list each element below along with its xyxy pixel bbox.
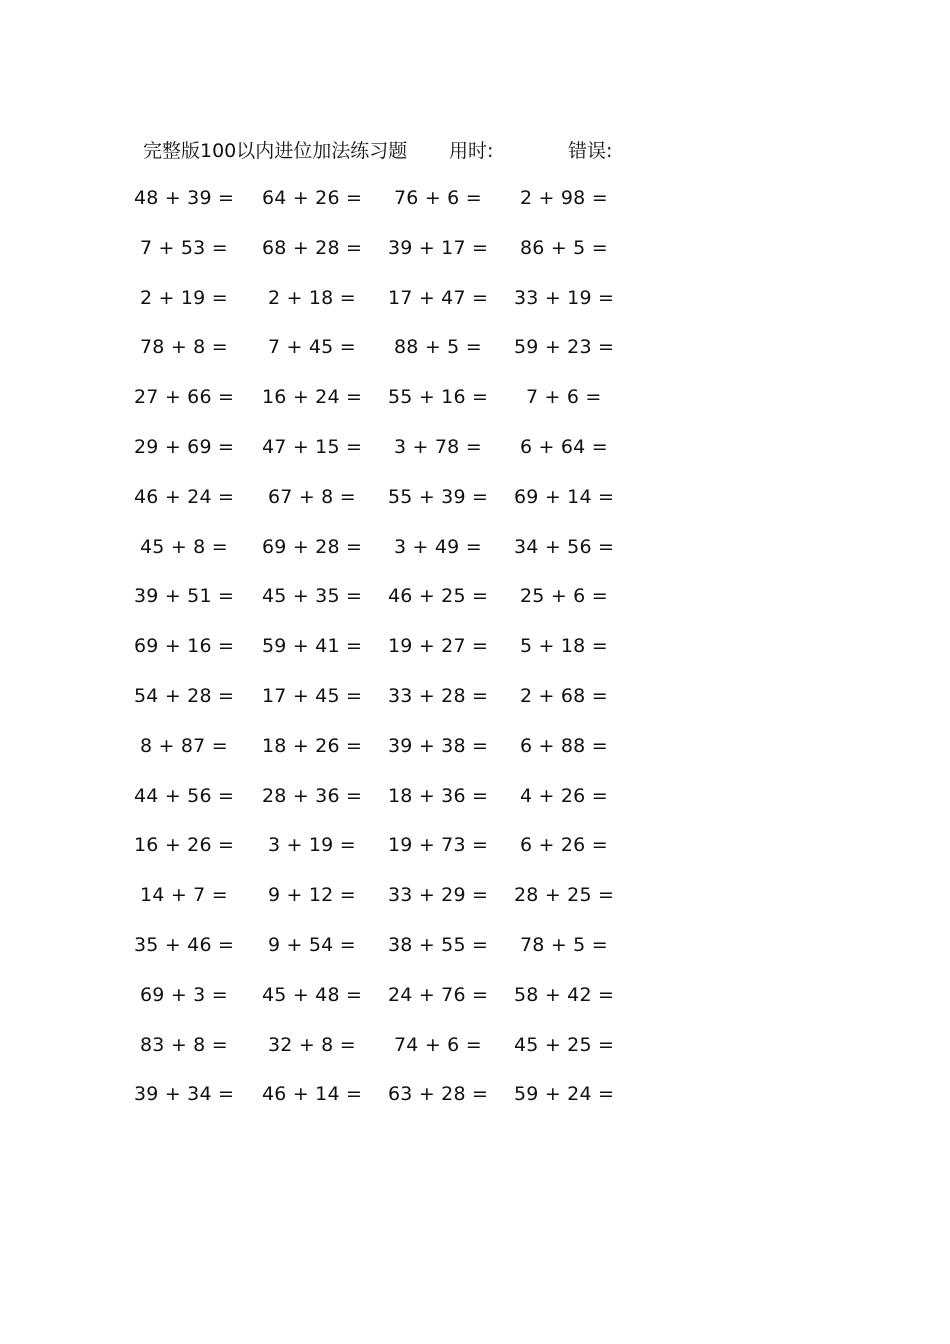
problem-cell: 59 + 41 =: [262, 635, 363, 658]
errors-label: 错误:: [568, 140, 613, 162]
problem-row: [0, 486, 950, 516]
problem-row: [0, 436, 950, 466]
problem-cell: 27 + 66 =: [134, 386, 235, 409]
problem-cell: 83 + 8 =: [140, 1033, 228, 1056]
problem-cell: 69 + 16 =: [134, 635, 235, 658]
problem-cell: 45 + 8 =: [140, 535, 228, 558]
problem-cell: 69 + 28 =: [262, 535, 363, 558]
problem-cell: 44 + 56 =: [134, 784, 235, 807]
problem-row: [0, 984, 950, 1014]
problem-cell: 54 + 28 =: [134, 685, 235, 707]
problem-cell: 16 + 24 =: [262, 386, 363, 409]
problem-cell: 45 + 35 =: [262, 585, 363, 608]
problem-row: [0, 685, 950, 715]
problem-cell: 55 + 39 =: [388, 485, 489, 508]
problem-row: [0, 834, 950, 864]
problem-cell: 78 + 8 =: [140, 336, 228, 359]
problem-cell: 7 + 45 =: [268, 336, 356, 359]
problem-cell: 7 + 6 =: [526, 386, 602, 409]
problem-cell: 28 + 25 =: [514, 884, 615, 907]
problem-cell: 3 + 78 =: [394, 436, 482, 458]
problem-cell: 6 + 88 =: [520, 734, 608, 757]
problem-cell: 69 + 3 =: [140, 983, 228, 1006]
problem-row: [0, 536, 950, 566]
problem-cell: 6 + 26 =: [520, 834, 608, 857]
problem-cell: 63 + 28 =: [388, 1083, 489, 1106]
problem-cell: 8 + 87 =: [140, 734, 228, 757]
problem-row: [0, 735, 950, 765]
problem-cell: 3 + 19 =: [268, 834, 356, 857]
problem-cell: 4 + 26 =: [520, 784, 608, 807]
problem-cell: 69 + 14 =: [514, 485, 615, 508]
problem-cell: 59 + 23 =: [514, 336, 615, 359]
problem-cell: 32 + 8 =: [268, 1033, 356, 1056]
problem-cell: 46 + 14 =: [262, 1083, 363, 1106]
problem-cell: 39 + 51 =: [134, 585, 235, 608]
problem-cell: 9 + 12 =: [268, 884, 356, 907]
problem-cell: 24 + 76 =: [388, 983, 489, 1006]
problem-row: [0, 386, 950, 416]
problem-cell: 19 + 73 =: [388, 834, 489, 857]
problem-cell: 38 + 55 =: [388, 934, 489, 956]
problem-row: [0, 1034, 950, 1064]
problem-cell: 46 + 24 =: [134, 485, 235, 508]
problem-row: [0, 287, 950, 317]
problem-cell: 18 + 26 =: [262, 734, 363, 757]
problem-cell: 25 + 6 =: [520, 585, 608, 608]
problem-cell: 35 + 46 =: [134, 934, 235, 956]
problem-cell: 45 + 48 =: [262, 983, 363, 1006]
problem-cell: 16 + 26 =: [134, 834, 235, 857]
problem-cell: 18 + 36 =: [388, 784, 489, 807]
problem-cell: 39 + 38 =: [388, 734, 489, 757]
problem-cell: 68 + 28 =: [262, 236, 363, 259]
problem-cell: 2 + 18 =: [268, 286, 356, 309]
problem-row: [0, 934, 950, 964]
problem-cell: 39 + 34 =: [134, 1083, 235, 1106]
problem-cell: 39 + 17 =: [388, 236, 489, 259]
problem-row: [0, 237, 950, 267]
problem-row: [0, 336, 950, 366]
problem-cell: 33 + 19 =: [514, 286, 615, 309]
problem-cell: 14 + 7 =: [140, 884, 228, 907]
problem-cell: 46 + 25 =: [388, 585, 489, 608]
problem-cell: 47 + 15 =: [262, 436, 363, 458]
problem-row: [0, 785, 950, 815]
problem-cell: 34 + 56 =: [514, 535, 615, 558]
problem-cell: 17 + 45 =: [262, 685, 363, 707]
problem-cell: 59 + 24 =: [514, 1083, 615, 1106]
problem-cell: 29 + 69 =: [134, 436, 235, 458]
problem-cell: 33 + 28 =: [388, 685, 489, 707]
problem-cell: 58 + 42 =: [514, 983, 615, 1006]
problem-cell: 78 + 5 =: [520, 934, 608, 956]
problem-cell: 28 + 36 =: [262, 784, 363, 807]
problem-cell: 33 + 29 =: [388, 884, 489, 907]
problem-cell: 76 + 6 =: [394, 187, 482, 209]
problem-cell: 67 + 8 =: [268, 485, 356, 508]
problem-cell: 2 + 19 =: [140, 286, 228, 309]
problem-cell: 5 + 18 =: [520, 635, 608, 658]
problem-cell: 9 + 54 =: [268, 934, 356, 956]
problem-cell: 88 + 5 =: [394, 336, 482, 359]
problem-cell: 17 + 47 =: [388, 286, 489, 309]
problem-cell: 74 + 6 =: [394, 1033, 482, 1056]
problem-cell: 6 + 64 =: [520, 436, 608, 458]
problem-cell: 7 + 53 =: [140, 236, 228, 259]
problem-cell: 19 + 27 =: [388, 635, 489, 658]
problem-row: [0, 1083, 950, 1113]
worksheet-title: 完整版100以内进位加法练习题: [143, 140, 408, 162]
problem-cell: 2 + 68 =: [520, 685, 608, 707]
problem-cell: 2 + 98 =: [520, 187, 608, 209]
problem-cell: 86 + 5 =: [520, 236, 608, 259]
problem-row: [0, 585, 950, 615]
problem-cell: 64 + 26 =: [262, 187, 363, 209]
problem-cell: 45 + 25 =: [514, 1033, 615, 1056]
problem-cell: 3 + 49 =: [394, 535, 482, 558]
problem-row: [0, 635, 950, 665]
problem-row: [0, 884, 950, 914]
problem-row: [0, 187, 950, 217]
time-label: 用时:: [449, 140, 494, 162]
problem-cell: 55 + 16 =: [388, 386, 489, 409]
problem-cell: 48 + 39 =: [134, 187, 235, 209]
